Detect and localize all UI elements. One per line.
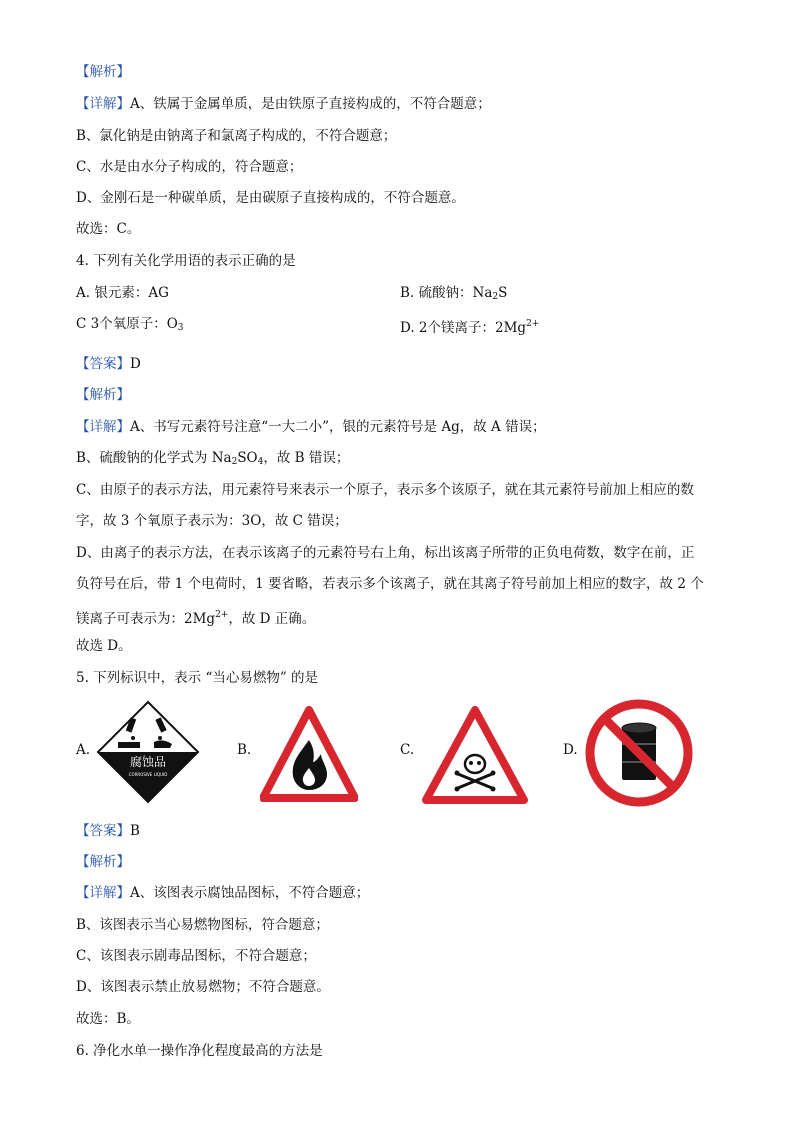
- sign-a-subtext: CORROSIVE LIQUID: [128, 772, 168, 777]
- option-b-label: B.: [237, 742, 252, 758]
- q4-option-c: C 3个氧原子：$O_3$: [76, 316, 184, 333]
- option-d-label: D.: [563, 742, 578, 758]
- q4-detail-d1: D、由离子的表示方法，在表示该离子的元素符号右上角，标出该离子所带的正负电荷数，数字在前，正: [76, 545, 695, 561]
- q4-answer: [76, 354, 141, 374]
- option-c-label: C.: [400, 742, 415, 758]
- q4-detail-a: 【详解】A、书写元素符号注意“一大二小”，银的元素符号是 Ag，故 A 错误；: [76, 419, 546, 435]
- q4-choice: 故选 D。: [76, 638, 132, 654]
- corrosive-sign-icon: [96, 700, 200, 804]
- q4-detail-d3: 镁离子可表示为：$2Mg^{2+}$，故 D 正确。: [76, 610, 316, 627]
- option-a-label: A.: [76, 742, 91, 758]
- q5-choice: 故选：B。: [76, 1011, 140, 1027]
- detail-label: 【详解】: [76, 885, 130, 901]
- q5-detail-b: B、该图表示当心易燃物图标，符合题意；: [76, 917, 329, 933]
- q4-detail-c2: 字，故 3 个氧原子表示为：3O，故 C 错误；: [76, 513, 348, 529]
- q5-detail-d: D、该图表示禁止放易燃物；不符合题意。: [76, 979, 330, 995]
- detail-line-a: [76, 94, 491, 114]
- question-4-stem: 4. 下列有关化学用语的表示正确的是: [76, 253, 296, 269]
- q4-detail-b: B、硫酸钠的化学式为 $Na_2SO_4$，故 B 错误；: [76, 450, 350, 467]
- q4-option-d: D. 2个镁离子：$2Mg^{2+}$: [400, 319, 540, 336]
- question-5-stem: 5. 下列标识中，表示 “当心易燃物” 的是: [76, 670, 319, 686]
- q5-detail-c: C、该图表示剧毒品图标，不符合题意；: [76, 948, 316, 964]
- q4-analysis-label: 【解析】: [76, 387, 130, 403]
- answer-label: 【答案】: [76, 356, 130, 372]
- flammable-warning-icon: [260, 706, 358, 802]
- analysis-label: 【解析】: [76, 64, 130, 80]
- q4-option-b: B. 硫酸钠：$Na_2S$: [400, 285, 508, 302]
- q5-answer: [76, 821, 140, 841]
- answer-label: 【答案】: [76, 823, 130, 839]
- no-flammable-storage-icon: [584, 698, 694, 808]
- sign-a-text: 腐蚀品: [129, 755, 167, 769]
- answer-value: B: [130, 823, 140, 839]
- detail-text: A、铁属于金属单质，是由铁原子直接构成的，不符合题意；: [130, 96, 491, 112]
- q5-analysis-label: 【解析】: [76, 854, 130, 870]
- detail-line-c: C、水是由水分子构成的，符合题意；: [76, 159, 303, 175]
- toxic-warning-icon: [422, 706, 528, 804]
- q5-detail-a: 【详解】A、该图表示腐蚀品图标，不符合题意；: [76, 885, 370, 901]
- q4-detail-c1: C、由原子的表示方法，用元素符号来表示一个原子，表示多个该原子，就在其元素符号前加上相应的数: [76, 482, 694, 498]
- question-6-stem: 6. 净化水单一操作净化程度最高的方法是: [76, 1043, 323, 1059]
- detail-line-b: B、氯化钠是由钠离子和氯离子构成的，不符合题意；: [76, 128, 397, 144]
- answer-value: D: [130, 356, 141, 372]
- detail-label: 【详解】: [76, 96, 130, 112]
- q4-detail-d2: 负符号在后，带 1 个电荷时，1 要省略，若表示多个该离子，就在其离子符号前加上相应的数字，故 2 个: [76, 576, 704, 592]
- choice-line: 故选：C。: [76, 221, 141, 237]
- q4-option-a: A. 银元素：AG: [76, 285, 169, 301]
- detail-line-d: D、金刚石是一种碳单质，是由碳原子直接构成的，不符合题意。: [76, 190, 465, 206]
- detail-label: 【详解】: [76, 419, 130, 435]
